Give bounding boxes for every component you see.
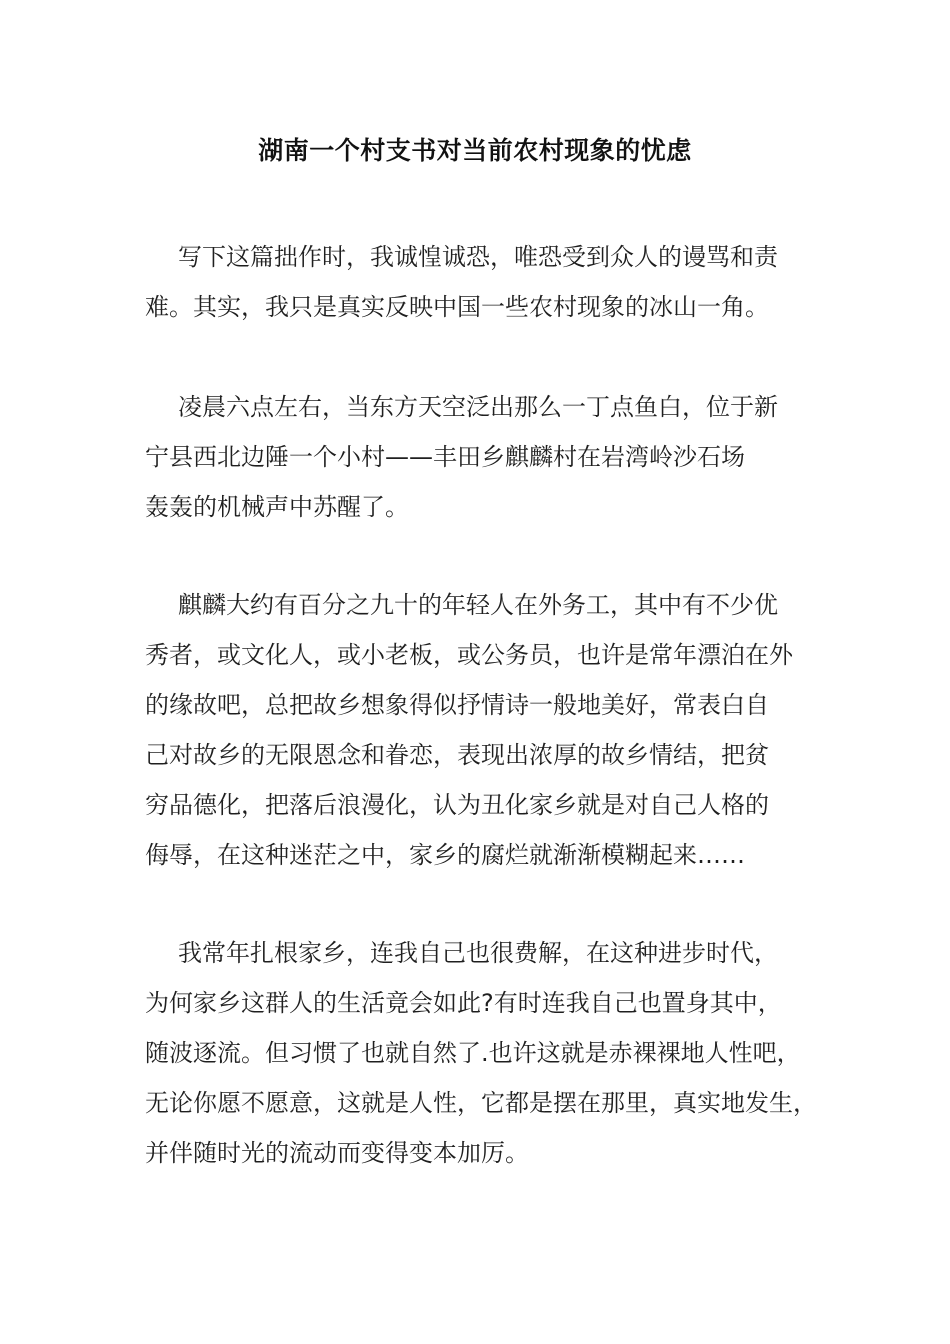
paragraph-line: 并伴随时光的流动而变得变本加厉。 xyxy=(145,1139,529,1167)
paragraph-line: 宁县西北边陲一个小村——丰田乡麒麟村在岩湾岭沙石场 xyxy=(145,443,745,471)
paragraph-line: 我常年扎根家乡，连我自己也很费解，在这种进步时代， xyxy=(178,939,778,967)
document-title: 湖南一个村支书对当前农村现象的忧虑 xyxy=(258,136,692,165)
paragraph-line: 秀者，或文化人，或小老板，或公务员，也许是常年漂泊在外 xyxy=(145,641,793,669)
paragraph-line: 写下这篇拙作时，我诚惶诚恐，唯恐受到众人的谩骂和责 xyxy=(178,243,778,271)
paragraph-3 xyxy=(145,580,825,880)
paragraph-line: 的缘故吧，总把故乡想象得似抒情诗一般地美好，常表白自 xyxy=(145,691,769,719)
paragraph-line: 穷品德化，把落后浪漫化，认为丑化家乡就是对自己人格的 xyxy=(145,791,769,819)
paragraph-4 xyxy=(145,928,825,1178)
paragraph-line: 麒麟大约有百分之九十的年轻人在外务工，其中有不少优 xyxy=(178,591,778,619)
paragraph-line: 无论你愿不愿意，这就是人性，它都是摆在那里，真实地发生， xyxy=(145,1089,817,1117)
paragraph-line: 随波逐流。但习惯了也就自然了.也许这就是赤裸裸地人性吧， xyxy=(145,1039,801,1067)
paragraph-line: 侮辱，在这种迷茫之中，家乡的腐烂就渐渐模糊起来…… xyxy=(145,841,745,869)
paragraph-2 xyxy=(145,382,825,532)
paragraph-1 xyxy=(145,232,825,332)
paragraph-line: 轰轰的机械声中苏醒了。 xyxy=(145,493,409,521)
paragraph-line: 难。其实，我只是真实反映中国一些农村现象的冰山一角。 xyxy=(145,293,769,321)
paragraph-line: 为何家乡这群人的生活竟会如此?有时连我自己也置身其中， xyxy=(145,989,782,1017)
paragraph-line: 己对故乡的无限恩念和眷恋，表现出浓厚的故乡情结，把贫 xyxy=(145,741,769,769)
paragraph-line: 凌晨六点左右，当东方天空泛出那么一丁点鱼白，位于新 xyxy=(178,393,778,421)
